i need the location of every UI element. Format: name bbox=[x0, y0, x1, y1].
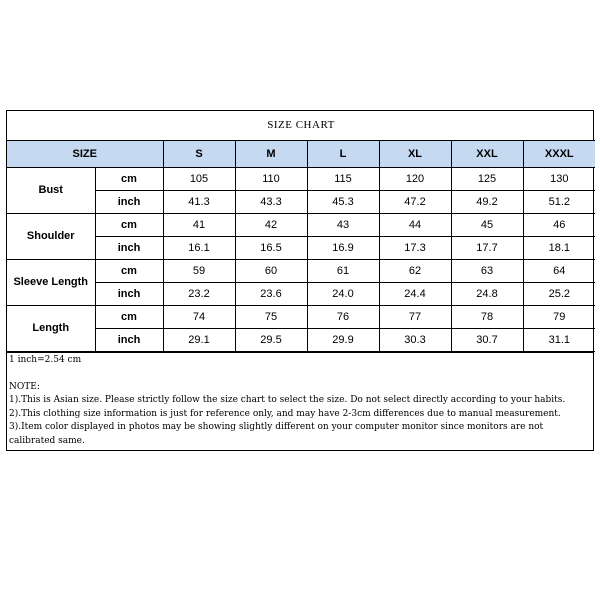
table-cell: 51.2 bbox=[523, 190, 595, 213]
unit-label: inch bbox=[95, 282, 163, 305]
table-cell: 23.2 bbox=[163, 282, 235, 305]
unit-label: cm bbox=[95, 213, 163, 236]
unit-label: inch bbox=[95, 190, 163, 213]
table-cell: 16.5 bbox=[235, 236, 307, 259]
table-cell: 31.1 bbox=[523, 328, 595, 351]
measurement-label: Length bbox=[7, 305, 95, 351]
size-table bbox=[7, 111, 595, 352]
table-cell: 16.9 bbox=[307, 236, 379, 259]
table-cell: 79 bbox=[523, 305, 595, 328]
table-row bbox=[7, 282, 595, 305]
unit-label: cm bbox=[95, 167, 163, 190]
table-cell: 115 bbox=[307, 167, 379, 190]
table-cell: 30.3 bbox=[379, 328, 451, 351]
table-cell: 17.3 bbox=[379, 236, 451, 259]
table-cell: 61 bbox=[307, 259, 379, 282]
table-cell: 41.3 bbox=[163, 190, 235, 213]
unit-label: cm bbox=[95, 259, 163, 282]
table-cell: 78 bbox=[451, 305, 523, 328]
table-cell: 42 bbox=[235, 213, 307, 236]
table-row bbox=[7, 259, 595, 282]
table-cell: 45.3 bbox=[307, 190, 379, 213]
table-row bbox=[7, 167, 595, 190]
unit-label: inch bbox=[95, 236, 163, 259]
table-cell: 24.4 bbox=[379, 282, 451, 305]
table-cell: 47.2 bbox=[379, 190, 451, 213]
measurement-label: Sleeve Length bbox=[7, 259, 95, 305]
table-cell: 64 bbox=[523, 259, 595, 282]
table-cell: 110 bbox=[235, 167, 307, 190]
table-cell: 16.1 bbox=[163, 236, 235, 259]
note-item: 1).This is Asian size. Please strictly follow the size chart to select the size. Do not select directly according to your habits. bbox=[9, 395, 566, 406]
size-header-xxl: XXL bbox=[451, 140, 523, 167]
table-row bbox=[7, 305, 595, 328]
unit-label: cm bbox=[95, 305, 163, 328]
notes-heading: NOTE: bbox=[9, 381, 40, 392]
table-cell: 130 bbox=[523, 167, 595, 190]
note-item: 3).Item color displayed in photos may be showing slightly different on your computer monitor since monitors are not calibrated same. bbox=[9, 422, 544, 446]
table-cell: 75 bbox=[235, 305, 307, 328]
size-header-s: S bbox=[163, 140, 235, 167]
table-cell: 18.1 bbox=[523, 236, 595, 259]
size-header-xl: XL bbox=[379, 140, 451, 167]
conversion-note: 1 inch=2.54 cm bbox=[9, 355, 82, 365]
note-item: 2).This clothing size information is just for reference only, and may have 2-3cm differences due to manual measurement. bbox=[9, 408, 561, 419]
table-cell: 63 bbox=[451, 259, 523, 282]
table-cell: 45 bbox=[451, 213, 523, 236]
table-cell: 125 bbox=[451, 167, 523, 190]
table-cell: 29.5 bbox=[235, 328, 307, 351]
table-row bbox=[7, 213, 595, 236]
table-cell: 29.9 bbox=[307, 328, 379, 351]
table-row bbox=[7, 190, 595, 213]
table-cell: 77 bbox=[379, 305, 451, 328]
size-header-m: M bbox=[235, 140, 307, 167]
size-chart bbox=[6, 110, 594, 353]
table-cell: 30.7 bbox=[451, 328, 523, 351]
table-cell: 44 bbox=[379, 213, 451, 236]
table-cell: 46 bbox=[523, 213, 595, 236]
table-cell: 49.2 bbox=[451, 190, 523, 213]
notes-box bbox=[6, 352, 594, 451]
table-cell: 43.3 bbox=[235, 190, 307, 213]
table-row bbox=[7, 236, 595, 259]
table-cell: 120 bbox=[379, 167, 451, 190]
table-cell: 43 bbox=[307, 213, 379, 236]
size-header-row bbox=[7, 140, 595, 167]
measurement-label: Shoulder bbox=[7, 213, 95, 259]
table-cell: 76 bbox=[307, 305, 379, 328]
table-cell: 24.0 bbox=[307, 282, 379, 305]
table-cell: 23.6 bbox=[235, 282, 307, 305]
table-cell: 60 bbox=[235, 259, 307, 282]
chart-title: SIZE CHART bbox=[7, 111, 595, 140]
unit-label: inch bbox=[95, 328, 163, 351]
size-header-l: L bbox=[307, 140, 379, 167]
table-cell: 59 bbox=[163, 259, 235, 282]
table-cell: 74 bbox=[163, 305, 235, 328]
table-cell: 24.8 bbox=[451, 282, 523, 305]
table-cell: 25.2 bbox=[523, 282, 595, 305]
size-header-label: SIZE bbox=[7, 140, 163, 167]
table-cell: 41 bbox=[163, 213, 235, 236]
measurement-label: Bust bbox=[7, 167, 95, 213]
table-cell: 62 bbox=[379, 259, 451, 282]
size-header-xxxl: XXXL bbox=[523, 140, 595, 167]
note-list bbox=[9, 394, 592, 448]
table-cell: 105 bbox=[163, 167, 235, 190]
table-cell: 17.7 bbox=[451, 236, 523, 259]
table-cell: 29.1 bbox=[163, 328, 235, 351]
table-row bbox=[7, 328, 595, 351]
